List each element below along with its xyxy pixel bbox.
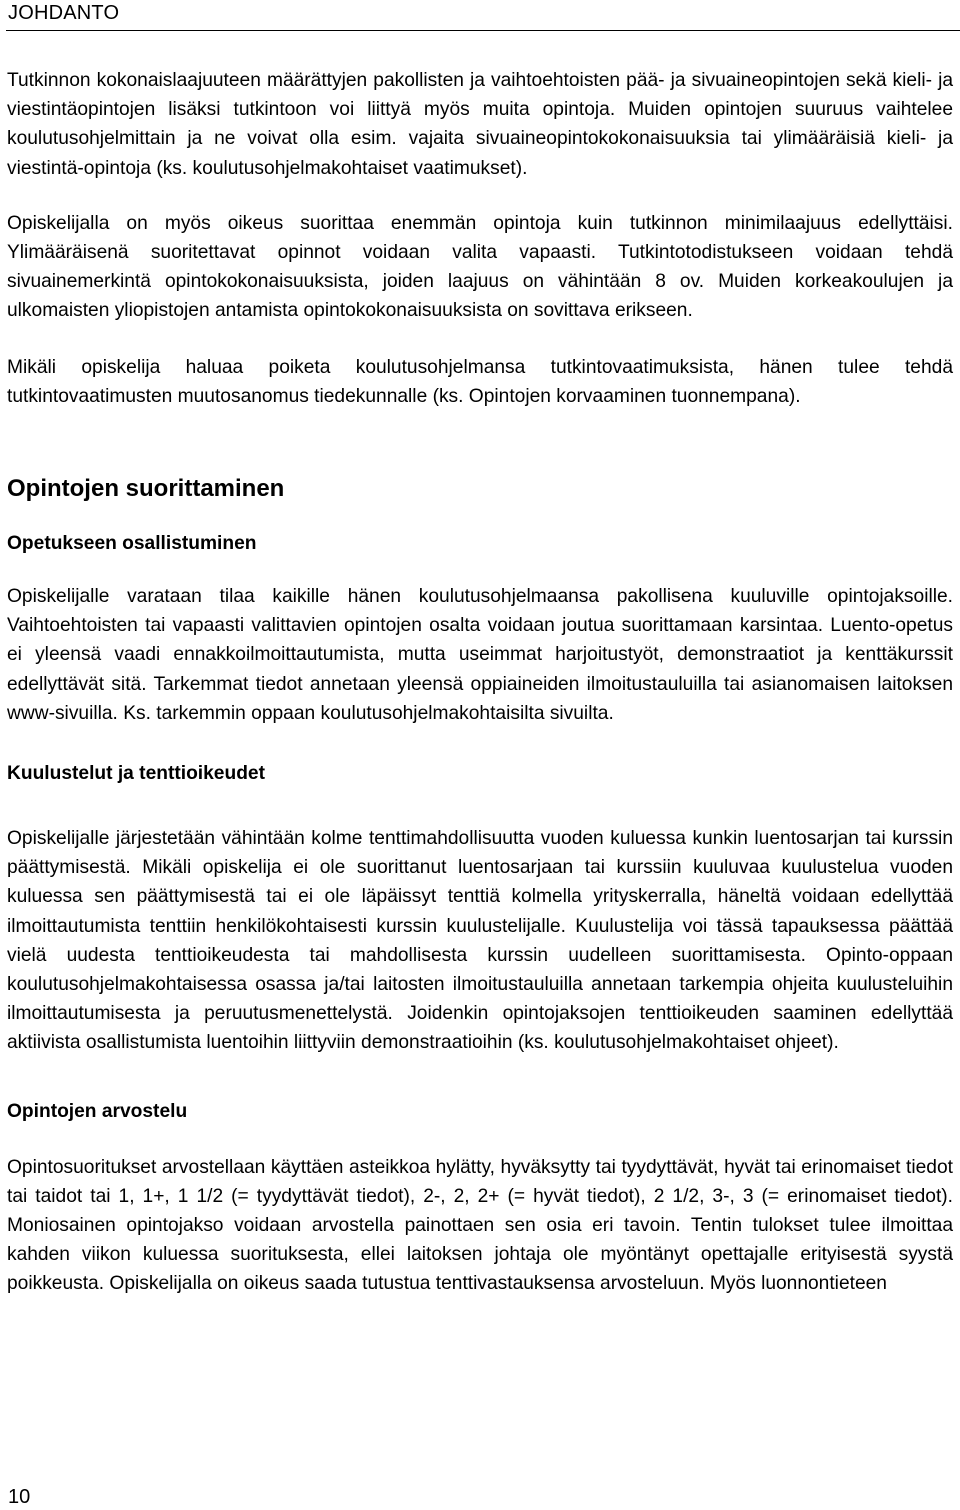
header-divider xyxy=(6,30,960,31)
section-title: Opintojen suorittaminen xyxy=(7,475,285,503)
running-header-title: JOHDANTO xyxy=(8,2,120,24)
subsection-heading-participation: Opetukseen osallistuminen xyxy=(7,533,257,555)
exams-paragraph: Opiskelijalle järjestetään vähintään kolme tenttimahdollisuutta vuoden kuluessa kunkin luentosarjan tai kurssin päättymisestä. Mikäli opiskelija ei ole suorittanut luentosarjaan tai kurssiin kuuluvaa kuulustelua vuoden kuluessa sen päättymisestä tai ei ole läpäissyt tenttiä kolmella yrityskerralla, häneltä voidaan edellyttää ilmoittautumista tenttiin henkilökohtaisesti kurssin kuulustelijalle. Kuulustelija voi tässä tapauksessa päättää vielä uudesta tenttioikeudesta tai mahdollisesta kurssin uudelleen suorittamisesta. Opinto-oppaan koulutusohjelmakohtaisessa osassa ja/tai laitosten ilmoitustauluilla annetaan tarkempia ohjeita kuulusteluihin ilmoittautumisesta ja peruutusmenettelystä. Joidenkin opintojaksojen tenttioikeuden saaminen edellyttää aktiivista osallistumista luentoihin liittyviin demonstraatioihin (ks. koulutusohjelmakohtaiset ohjeet). xyxy=(7,828,953,1054)
intro-paragraph-1: Tutkinnon kokonaislaajuuteen määrättyjen pakollisten ja vaihtoehtoisten pää- ja sivuaineopintojen sekä kieli- ja viestintäopintojen lisäksi tutkintoon voi liittyä myös muita opintoja. Muiden opintojen suuruus vaihtelee koulutusohjelmittain ja ne voivat olla esim. vajaita sivuaineopintokokonaisuuksia tai ylimääräisiä kieli- ja viestintä-opintoja (ks. koulutusohjelmakohtaiset vaatimukset). xyxy=(7,70,953,179)
page-number: 10 xyxy=(8,1486,31,1508)
subsection-heading-grading: Opintojen arvostelu xyxy=(7,1100,188,1122)
grading-paragraph: Opintosuoritukset arvostellaan käyttäen asteikkoa hylätty, hyväksytty tai tyydyttävät, hyvät tai erinomaiset tiedot tai taidot tai 1, 1+, 1 1/2 (= tyydyttävät tiedot), 2-, 2, 2+ (= hyvät tiedot), 2 1/2, 3-, 3 (= erinomaiset tiedot). Moniosainen opintojakso voidaan arvostella painottaen sen osia eri tavoin. Tentin tulokset tulee ilmoittaa kahden viikon kuluessa suorituksesta, ellei laitoksen johtaja ole myöntänyt opettajalle erityisestä syystä poikkeusta. Opiskelijalla on oikeus saada tutustua tenttivastauksensa arvosteluun. Myös luonnontieteen xyxy=(7,1156,953,1295)
intro-paragraph-2: Opiskelijalla on myös oikeus suorittaa enemmän opintoja kuin tutkinnon minimilaajuus edellyttäisi. Ylimääräisenä suoritettavat opinnot voidaan valita vapaasti. Tutkintotodistukseen voidaan tehdä sivuainemerkintä opintokokonaisuuksista, joiden laajuus on vähintään 8 ov. Muiden korkeakoulujen ja ulkomaisten yliopistojen antamista opintokokonaisuuksista on sovittava erikseen. xyxy=(7,212,953,322)
document-body xyxy=(7,66,953,1299)
subsection-heading-exams: Kuulustelut ja tenttioikeudet xyxy=(7,763,265,785)
participation-paragraph: Opiskelijalle varataan tilaa kaikille hänen koulutusohjelmaansa pakollisena kuuluville opintojaksoille. Vaihtoehtoisten tai vapaasti valittavien opintojen osalta voidaan joutua suorittamaan karsintaa. Luento-opetus ei yleensä vaadi ennakkoilmoittautumista, mutta useimmat harjoitustyöt, demonstraatiot ja kenttäkurssit edellyttävät sitä. Tarkemmat tiedot annetaan yleensä oppiaineiden ilmoitustauluilla tai asianomaisen laitoksen www-sivuilla. Ks. tarkemmin oppaan koulutusohjelmakohtaisilta sivuilta. xyxy=(7,586,953,724)
intro-paragraph-3: Mikäli opiskelija haluaa poiketa koulutusohjelmansa tutkintovaatimuksista, hänen tulee tehdä tutkintovaatimusten muutosanomus tiedekunnalle (ks. Opintojen korvaaminen tuonnempana). xyxy=(7,356,953,407)
